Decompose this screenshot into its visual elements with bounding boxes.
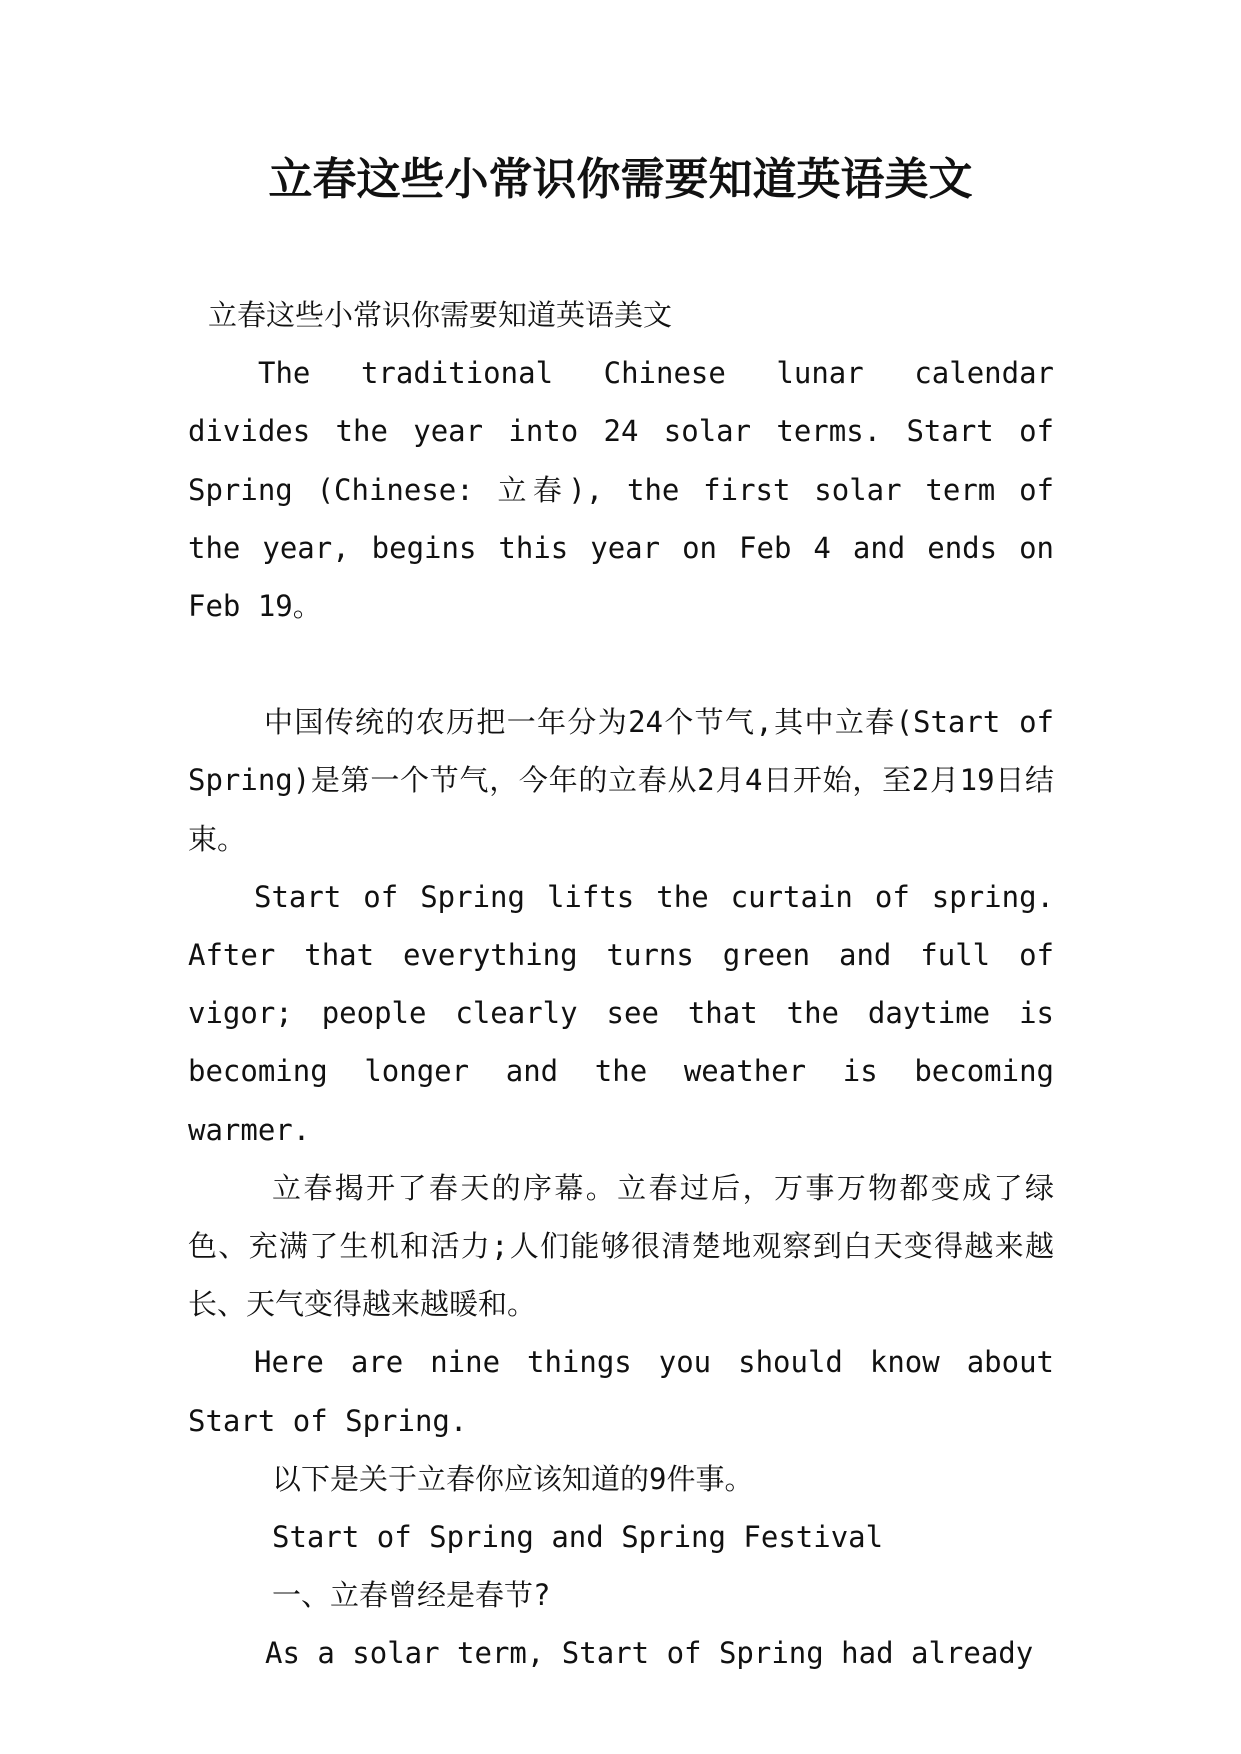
document-title: 立春这些小常识你需要知道英语美文 (268, 154, 973, 205)
document-body (188, 286, 1054, 1683)
document-subtitle: 立春这些小常识你需要知道英语美文 (208, 298, 673, 332)
paragraph-3: Start of Spring lifts the curtain of spring. After that everything turns green and full of vigor; people clearly see that the daytime is becoming longer and the weather is becoming warmer. (188, 879, 1054, 1147)
paragraph-9: As a solar term, Start of Spring had already (265, 1636, 1034, 1671)
paragraph-gap (188, 635, 1054, 693)
paragraph-4: 立春揭开了春天的序幕。立春过后，万事万物都变成了绿色、充满了生机和活力;人们能够很清楚地观察到白天变得越来越长、天气变得越来越暖和。 (188, 1170, 1054, 1322)
paragraph-5: Here are nine things you should know about Start of Spring. (188, 1345, 1054, 1438)
paragraph-8: 一、立春曾经是春节? (272, 1578, 551, 1613)
paragraph-1: The traditional Chinese lunar calendar divides the year into 24 solar terms. Start of Spring (Chinese: 立春), the first solar term of the year, begins this year on Feb 4 and ends on Feb 19。 (188, 356, 1054, 624)
paragraph-2: 中国传统的农历把一年分为24个节气,其中立春(Start of Spring)是第一个节气，今年的立春从2月4日开始，至2月19日结束。 (188, 705, 1054, 856)
paragraph-7: Start of Spring and Spring Festival (272, 1520, 884, 1555)
paragraph-6: 以下是关于立春你应该知道的9件事。 (272, 1461, 754, 1496)
